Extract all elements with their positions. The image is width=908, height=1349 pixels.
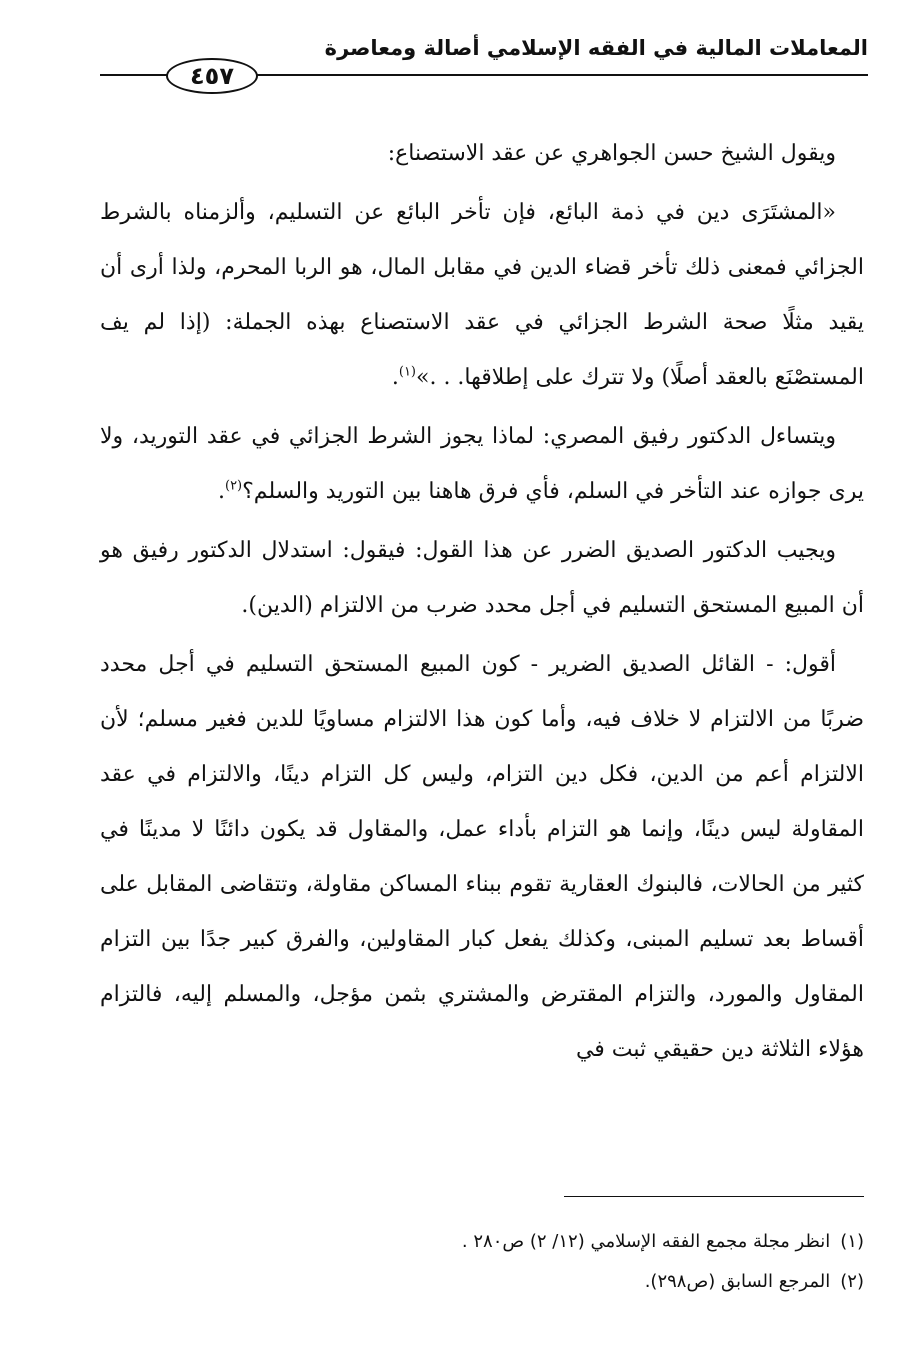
footnote-ref-1[interactable]: (١) [398,364,416,380]
paragraph-2 [100,185,864,405]
paragraph-3-tail: . [217,479,225,504]
paragraph-2-tail: . [391,365,399,390]
footnote-number: (١) [840,1231,864,1252]
paragraph-3 [100,409,864,519]
page-number: ٤٥٧ [166,58,258,94]
footnote-text: المرجع السابق (ص٢٩٨). [644,1271,831,1292]
page-header [100,30,868,100]
paragraph-1: ويقول الشيخ حسن الجواهري عن عقد الاستصناع: [387,141,836,166]
footnote-ref-2[interactable]: (٢) [224,478,243,494]
paragraph-2-text: «المشتَرَى دين في ذمة البائع، فإن تأخر البائع عن التسليم، وألزمناه بالشرط الجزائي فمعنى ذلك تأخر قضاء الدين في مقابل المال، هو الربا المحرم، ولذا أرى أن يقيد مثلًا صحة الشرط الجزائي في عقد الاستصناع بهذه الجملة: (إذا لم يف المستصْنَع بالعقد أصلًا) ولا تترك على إطلاقها. . .» [100,200,864,390]
paragraph-3-text: ويتساءل الدكتور رفيق المصري: لماذا يجوز الشرط الجزائي في عقد التوريد، ولا يرى جوازه عند التأخر في السلم، فأي فرق هاهنا بين التوريد والسلم؟ [100,424,864,504]
footnote-text: انظر مجلة مجمع الفقه الإسلامي (١٢/ ٢) ص٢٨٠ . [461,1231,831,1252]
footnote-1 [100,1222,864,1262]
body-text [100,126,864,1081]
footnotes [100,1222,864,1302]
footnote-2 [100,1262,864,1302]
footnote-separator [564,1196,864,1197]
footnote-number: (٢) [840,1271,864,1292]
paragraph-5: أقول: - القائل الصديق الضرير - كون المبيع المستحق التسليم في أجل محدد ضربًا من الالتزام لا خلاف فيه، وأما كون هذا الالتزام مساويًا للدين فغير مسلم؛ لأن الالتزام أعم من الدين، فكل دين التزام، وليس كل التزام دينًا، والالتزام في عقد المقاولة ليس دينًا، وإنما هو التزام بأداء عمل، والمقاول قد يكون دائنًا لا مدينًا في كثير من الحالات، فالبنوك العقارية تقوم ببناء المساكن مقاولة، وتتقاضى المقابل على أقساط بعد تسليم المبنى، وكذلك يفعل كبار المقاولين، والفرق كبير جدًا بين التزام المقاول والمورد، والتزام المقترض والمشتري بثمن مؤجل، والمسلم إليه، فالتزام هؤلاء الثلاثة دين حقيقي ثبت في [100,652,864,1062]
paragraph-4: ويجيب الدكتور الصديق الضرر عن هذا القول: فيقول: استدلال الدكتور رفيق هو أن المبيع المستحق التسليم في أجل محدد ضرب من الالتزام (الدين). [100,538,864,618]
running-title: المعاملات المالية في الفقه الإسلامي أصالة ومعاصرة [324,36,868,60]
